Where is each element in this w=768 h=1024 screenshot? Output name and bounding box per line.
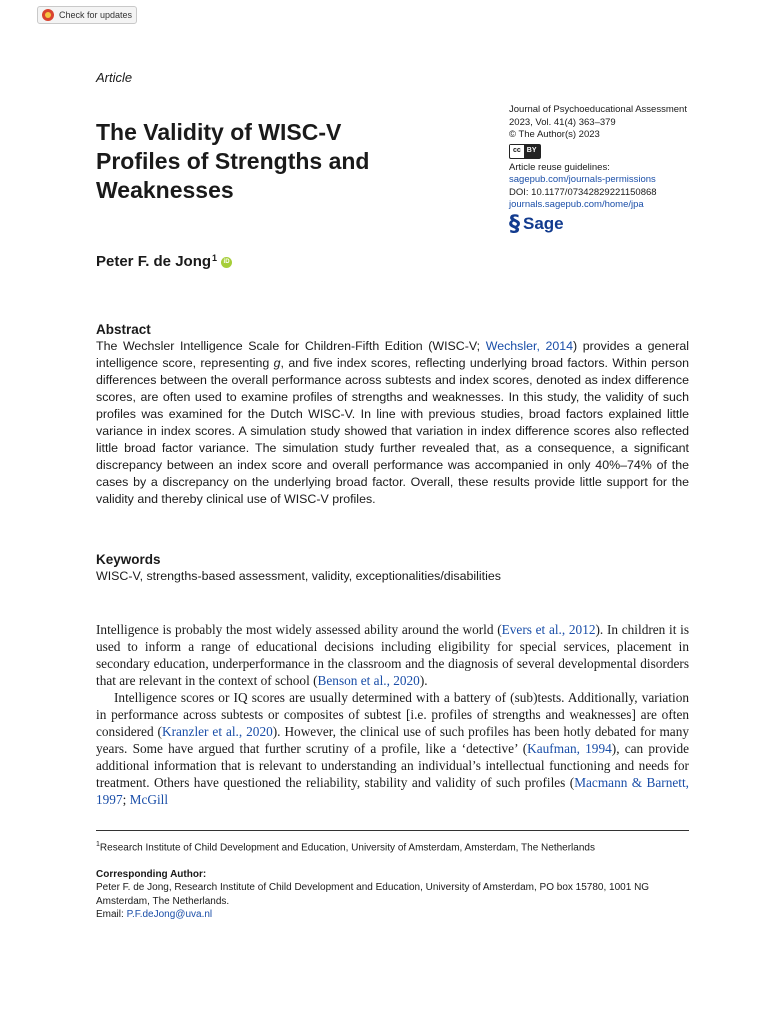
author-line bbox=[96, 253, 232, 270]
cc-by-license-icon[interactable] bbox=[509, 144, 541, 159]
abstract-section bbox=[96, 322, 689, 508]
citation-link[interactable]: Evers et al., 2012 bbox=[501, 622, 596, 637]
crossmark-icon bbox=[42, 9, 54, 21]
citation-link[interactable]: McGill bbox=[129, 792, 169, 807]
affiliation-mark: 1 bbox=[96, 841, 100, 848]
email-link[interactable]: P.F.deJong@uva.nl bbox=[126, 909, 213, 921]
affiliation-text: Research Institute of Child Development and Education, University of Amsterdam, Amsterdam, The Netherlands bbox=[99, 842, 595, 854]
footnotes bbox=[96, 838, 689, 922]
body-text-part: ). However, the clinical use of such profiles has been hotly debated for many years. Some have argued that further scrutiny of a profile, like a ‘detective’ ( bbox=[96, 724, 689, 756]
by-label: BY bbox=[524, 145, 540, 158]
check-for-updates-button[interactable] bbox=[37, 6, 137, 24]
citation-link[interactable]: Kranzler et al., 2020 bbox=[161, 724, 273, 739]
journal-homepage-link[interactable]: journals.sagepub.com/home/jpa bbox=[509, 199, 644, 210]
journal-volume: 2023, Vol. 41(4) 363–379 bbox=[509, 116, 616, 128]
article-type-label: Article bbox=[96, 70, 133, 85]
sage-publisher-logo bbox=[509, 211, 709, 237]
g-symbol: g bbox=[273, 356, 281, 370]
citation-link[interactable]: Macmann & Barnett, 1997 bbox=[96, 775, 689, 807]
title-line-1: The Validity of WISC-V bbox=[96, 119, 342, 145]
paper-title bbox=[96, 118, 466, 205]
email-line bbox=[96, 908, 689, 922]
author-affiliation-mark: 1 bbox=[212, 253, 218, 263]
body-text-part: Intelligence is probably the most widely assessed ability around the world ( bbox=[96, 622, 502, 637]
journal-name: Journal of Psychoeducational Assessment bbox=[509, 104, 687, 115]
corresponding-author-address: Peter F. de Jong, Research Institute of Child Development and Education, University of Amsterdam, PO box 15780, 1001 NG Amsterdam, The Netherlands. bbox=[96, 882, 650, 907]
footnote-divider bbox=[96, 830, 689, 831]
affiliation-footnote bbox=[96, 838, 689, 855]
sage-logo-text: Sage bbox=[523, 214, 564, 234]
copyright-notice: © The Author(s) 2023 bbox=[509, 129, 600, 140]
orcid-icon[interactable]: iD bbox=[221, 257, 232, 268]
body-paragraph bbox=[96, 621, 689, 689]
body-text-part: ). bbox=[419, 673, 428, 688]
doi-text: DOI: 10.1177/07342829221150868 bbox=[509, 186, 657, 198]
title-line-2: Profiles of Strengths and bbox=[96, 148, 370, 174]
body-paragraph bbox=[96, 689, 689, 808]
abstract-text-part: , and five index scores, reflecting underlying broad factors. Within person differences between the overall performance across subtests and index scores, denoted as index difference scores, are often used to examine profiles of strengths and weaknesses. In this study, the validity of such profiles was examined for the Dutch WISC-V. In line with previous studies, broad factors explained little variance in index scores. A simulation study showed that variation in index difference scores also reflected little broad factor variance. The simulation study further revealed that, as a consequence, a significant discrepancy between an index score and overall performance was accompanied in only 40%–74% of the cases by a discrepancy on the underlying broad factor. Overall, these results provide little support for the validity and thereby clinical use of WISC-V profiles. bbox=[96, 356, 689, 506]
keywords-list: WISC-V, strengths-based assessment, validity, exceptionalities/disabilities bbox=[96, 569, 501, 583]
journal-metadata bbox=[509, 104, 709, 235]
citation-link[interactable]: Benson et al., 2020 bbox=[317, 673, 420, 688]
corresponding-author-heading: Corresponding Author: bbox=[96, 868, 207, 880]
cc-label: cc bbox=[510, 145, 524, 158]
body-text-part: ). In children it is used to inform a range of educational decisions including eligibility for special services, placement in secondary education, underperformance in the classroom and the diagnosis of several developmental disorders that are relevant in the context of school ( bbox=[96, 622, 689, 688]
sage-s-icon: § bbox=[509, 211, 520, 237]
reuse-guidelines-link[interactable]: sagepub.com/journals-permissions bbox=[509, 174, 656, 185]
author-name: Peter F. de Jong bbox=[96, 253, 212, 270]
email-label: Email: bbox=[96, 909, 127, 921]
abstract-text bbox=[96, 338, 689, 508]
body-text-part: ), can provide additional information that is relevant to understanding an individual’s intellectual functioning and needs for treatment. Others have questioned the reliability, stability and validity of such profiles ( bbox=[96, 741, 689, 790]
citation-link[interactable]: Kaufman, 1994 bbox=[527, 741, 612, 756]
body-text bbox=[96, 621, 689, 808]
abstract-text-part: The Wechsler Intelligence Scale for Children-Fifth Edition (WISC-V; bbox=[96, 339, 486, 353]
abstract-text-part: ) provides a general intelligence score, representing bbox=[96, 339, 689, 370]
body-text-part: ; bbox=[122, 792, 130, 807]
abstract-heading: Abstract bbox=[96, 322, 151, 337]
citation-link[interactable]: Wechsler, 2014 bbox=[485, 339, 574, 353]
check-for-updates-label: Check for updates bbox=[59, 10, 133, 20]
reuse-guidelines-label: Article reuse guidelines: bbox=[509, 161, 610, 173]
body-text-part: Intelligence scores or IQ scores are usually determined with a battery of (sub)tests. Additionally, variation in performance across subtests or composites of subtest [i.e. profiles of strengths and weaknesses] are often considered ( bbox=[96, 690, 689, 739]
keywords-section bbox=[96, 552, 689, 585]
title-line-3: Weaknesses bbox=[96, 177, 234, 203]
keywords-heading: Keywords bbox=[96, 552, 161, 567]
